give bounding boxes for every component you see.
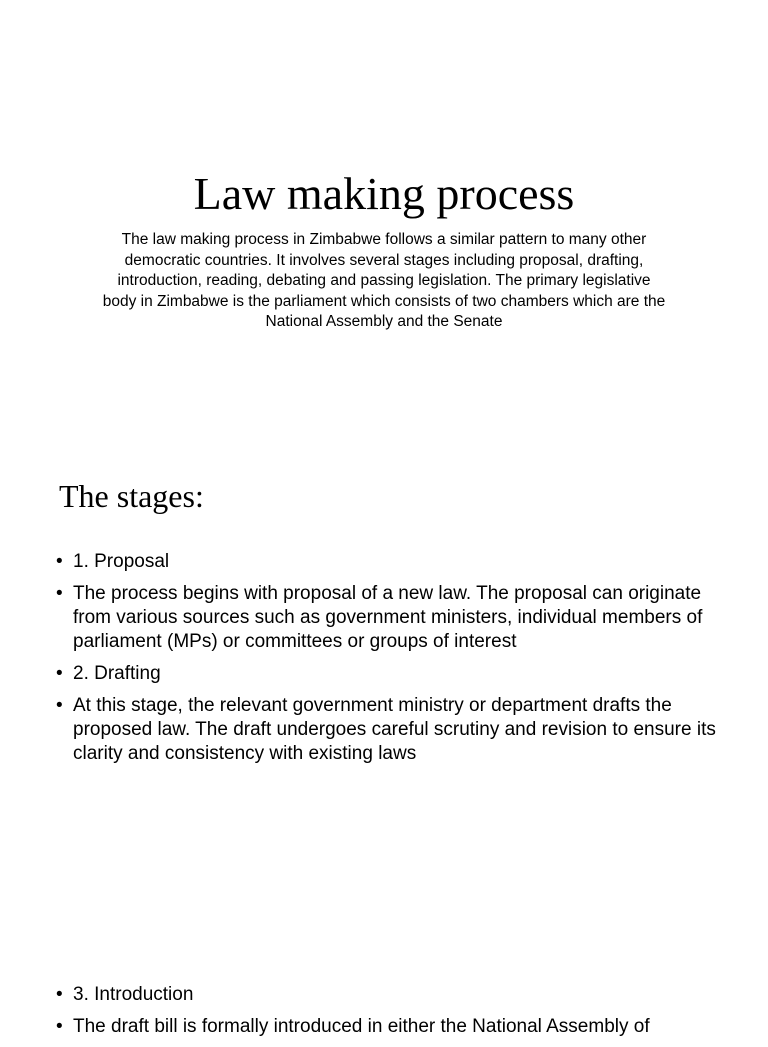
bullet-icon: •: [56, 583, 63, 604]
bullet-icon: •: [56, 663, 63, 684]
bullet-item-proposal-heading: [56, 550, 716, 574]
slide-stages-continued: [0, 864, 768, 1037]
stages-heading: The stages:: [59, 478, 204, 514]
bullet-icon: •: [56, 551, 63, 572]
slide-stages: [0, 432, 768, 864]
bullet-item-introduction-body: [56, 1015, 716, 1039]
bullet-text: The process begins with proposal of a new law. The proposal can originate from various sources such as government ministers, individual members of parliament (MPs) or committees or groups of interest: [73, 583, 703, 652]
bullet-text: The draft bill is formally introduced in either the National Assembly of: [73, 1016, 650, 1037]
bullet-item-introduction-heading: [56, 983, 716, 1007]
bullet-icon: •: [56, 695, 63, 716]
slide-title-heading: Law making process: [193, 168, 575, 219]
bullet-item-proposal-body: [56, 582, 716, 654]
bullet-text: 2. Drafting: [73, 663, 161, 684]
bullet-text: 1. Proposal: [73, 551, 170, 572]
bullet-icon: •: [56, 1016, 63, 1037]
bullet-text: At this stage, the relevant government ministry or department drafts the proposed law. The draft undergoes careful scrutiny and revision to ensure its clarity and consistency with existing laws: [73, 695, 716, 764]
bullet-item-drafting-body: [56, 694, 716, 766]
stages-bullet-list-continued: [56, 983, 716, 1047]
intro-paragraph: The law making process in Zimbabwe follows a similar pattern to many other democratic countries. It involves several stages including proposal, drafting, introduction, reading, debating and passing legislation. The primary legislative body in Zimbabwe is the parliament which consists of two chambers which are the National Assembly and the Senate: [102, 231, 666, 330]
bullet-icon: •: [56, 984, 63, 1005]
bullet-item-drafting-heading: [56, 662, 716, 686]
stages-bullet-list: [56, 550, 716, 774]
slide-title: [0, 0, 768, 432]
bullet-text: 3. Introduction: [73, 984, 194, 1005]
